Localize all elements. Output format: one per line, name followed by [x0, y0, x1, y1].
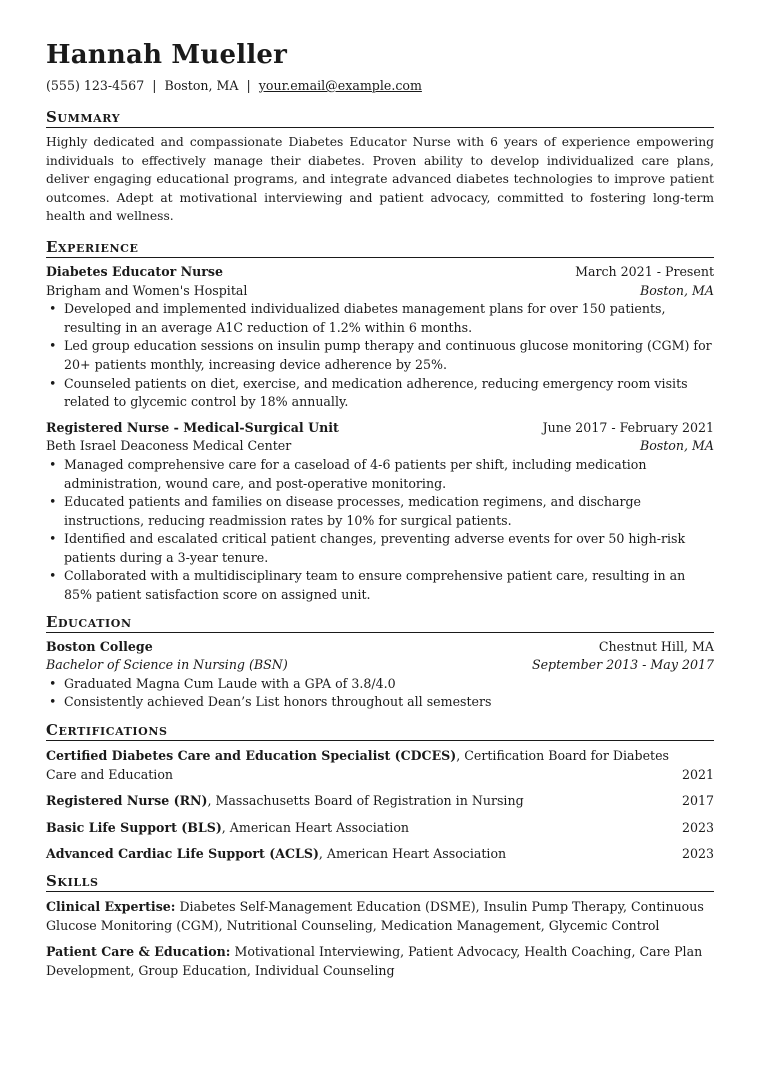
bullet-text: Collaborated with a multidisciplinary team to ensure comprehensive patient care, resulting in an 85% patient satisfaction score on assigned unit.	[64, 568, 686, 603]
job-bullets	[46, 300, 714, 412]
job-header	[46, 263, 714, 282]
bullet-icon: •	[49, 375, 57, 391]
bullet-icon: •	[49, 494, 57, 510]
bullet-text: Educated patients and families on disease processes, medication regimens, and discharge instructions, reducing readmission rates by 10% for surgical patients.	[64, 494, 642, 528]
contact-separator: |	[246, 78, 251, 93]
phone-number: (555) 123-4567	[46, 78, 145, 93]
certification-item	[46, 747, 714, 784]
section-title-education: Education	[46, 613, 714, 633]
location: Boston, MA	[164, 78, 239, 93]
certification-text	[46, 819, 682, 838]
list-item	[46, 493, 714, 530]
bullet-text: Led group education sessions on insulin pump therapy and continuous glucose monitoring (CGM) for 20+ patients monthly, increasing device adherence by 25%.	[64, 338, 712, 372]
job-dates: March 2021 - Present	[575, 263, 714, 279]
list-item	[46, 456, 714, 493]
bullet-icon: •	[49, 301, 57, 317]
skill-group-text: Motivational Interviewing, Patient Advocacy, Health Coaching, Care Plan Development, Group Education, Individual Counseling	[46, 944, 703, 978]
skill-group	[46, 898, 714, 935]
list-item	[46, 530, 714, 567]
job-role: Diabetes Educator Nurse	[46, 263, 224, 279]
job-entry	[46, 419, 714, 605]
skill-group	[46, 943, 714, 980]
certification-year: 2017	[681, 793, 714, 809]
skill-group-label: Clinical Expertise:	[46, 899, 176, 914]
list-item	[46, 337, 714, 374]
bullet-icon: •	[49, 531, 57, 547]
list-item	[46, 567, 714, 604]
section-title-summary: Summary	[46, 108, 714, 128]
certification-issuer: , American Heart Association	[221, 819, 410, 835]
skill-group-label: Patient Care & Education:	[46, 944, 231, 960]
bullet-text: Identified and escalated critical patient changes, preventing adverse events for over 50 high-risk patients during a 3-year tenure.	[64, 531, 686, 565]
section-title-certifications: Certifications	[46, 721, 714, 741]
certification-text	[46, 845, 682, 864]
certification-item	[46, 845, 714, 864]
bullet-icon: •	[49, 694, 57, 710]
degree: Bachelor of Science in Nursing (BSN)	[46, 657, 288, 673]
certification-text	[46, 747, 682, 784]
bullet-icon: •	[49, 456, 57, 472]
certification-name: Certified Diabetes Care and Education Specialist (CDCES)	[46, 748, 457, 764]
contact-separator: |	[152, 78, 157, 93]
certification-issuer: , Massachusetts Board of Registration in Nursing	[207, 793, 524, 809]
education-dates: September 2013 - May 2017	[531, 657, 714, 673]
bullet-text: Managed comprehensive care for a caseload of 4-6 patients per shift, including medication administration, wound care, and post-operative monitoring.	[64, 456, 647, 491]
certification-issuer: , Certification Board for Diabetes Care and Education	[46, 748, 670, 782]
bullet-text: Developed and implemented individualized diabetes management plans for over 150 patients, resulting in an average A1C reduction of 1.2% within 6 months.	[64, 301, 666, 335]
job-location: Boston, MA	[639, 282, 714, 298]
certification-name: Basic Life Support (BLS)	[46, 819, 222, 835]
skill-group-text: Diabetes Self-Management Education (DSME), Insulin Pump Therapy, Continuous Glucose Monitoring (CGM), Nutritional Counseling, Medication Management, Glycemic Control	[46, 899, 704, 933]
job-subheader	[46, 437, 714, 456]
education-entry	[46, 638, 714, 712]
education-subheader	[46, 656, 714, 675]
certification-year: 2023	[681, 819, 714, 835]
certification-year: 2021	[681, 766, 714, 782]
job-header	[46, 419, 714, 438]
candidate-name: Hannah Mueller	[46, 40, 288, 70]
summary-text: Highly dedicated and compassionate Diabetes Educator Nurse with 6 years of experience empowering individuals to effectively manage their diabetes. Proven ability to develop individualized care plans, deliver engaging educational programs, and integrate advanced diabetes technologies to improve patient outcomes. Adept at motivational interviewing and patient advocacy, committed to fostering long-term health and wellness.	[46, 135, 714, 224]
bullet-icon: •	[49, 675, 57, 691]
list-item	[46, 300, 714, 337]
education-bullets	[46, 675, 714, 712]
job-bullets	[46, 456, 714, 605]
contact-line	[46, 78, 714, 94]
certification-year: 2023	[681, 846, 714, 862]
certification-name: Advanced Cardiac Life Support (ACLS)	[46, 846, 319, 862]
job-entry	[46, 263, 714, 412]
list-item	[46, 693, 714, 712]
job-employer: Beth Israel Deaconess Medical Center	[46, 438, 292, 454]
bullet-text: Counseled patients on diet, exercise, and medication adherence, reducing emergency room visits related to glycemic control by 18% annually.	[64, 375, 688, 410]
certification-issuer: , American Heart Association	[318, 846, 507, 862]
bullet-icon: •	[49, 568, 57, 584]
bullet-text: Consistently achieved Dean’s List honors throughout all semesters	[64, 694, 492, 710]
job-employer: Brigham and Women's Hospital	[46, 282, 248, 298]
job-subheader	[46, 282, 714, 301]
job-location: Boston, MA	[639, 438, 714, 454]
email-link[interactable]: your.email@example.com	[258, 78, 422, 93]
education-header	[46, 638, 714, 657]
school-location: Chestnut Hill, MA	[598, 638, 714, 654]
job-role: Registered Nurse - Medical-Surgical Unit	[46, 419, 339, 435]
certification-text	[46, 792, 682, 811]
school-name: Boston College	[46, 638, 153, 654]
section-title-experience: Experience	[46, 238, 714, 258]
bullet-icon: •	[49, 338, 57, 354]
certification-name: Registered Nurse (RN)	[46, 793, 208, 809]
certification-item	[46, 792, 714, 811]
list-item	[46, 675, 714, 694]
section-title-skills: Skills	[46, 872, 714, 892]
list-item	[46, 375, 714, 412]
job-dates: June 2017 - February 2021	[542, 419, 714, 435]
bullet-text: Graduated Magna Cum Laude with a GPA of 3.8/4.0	[64, 675, 396, 691]
certification-item	[46, 819, 714, 838]
